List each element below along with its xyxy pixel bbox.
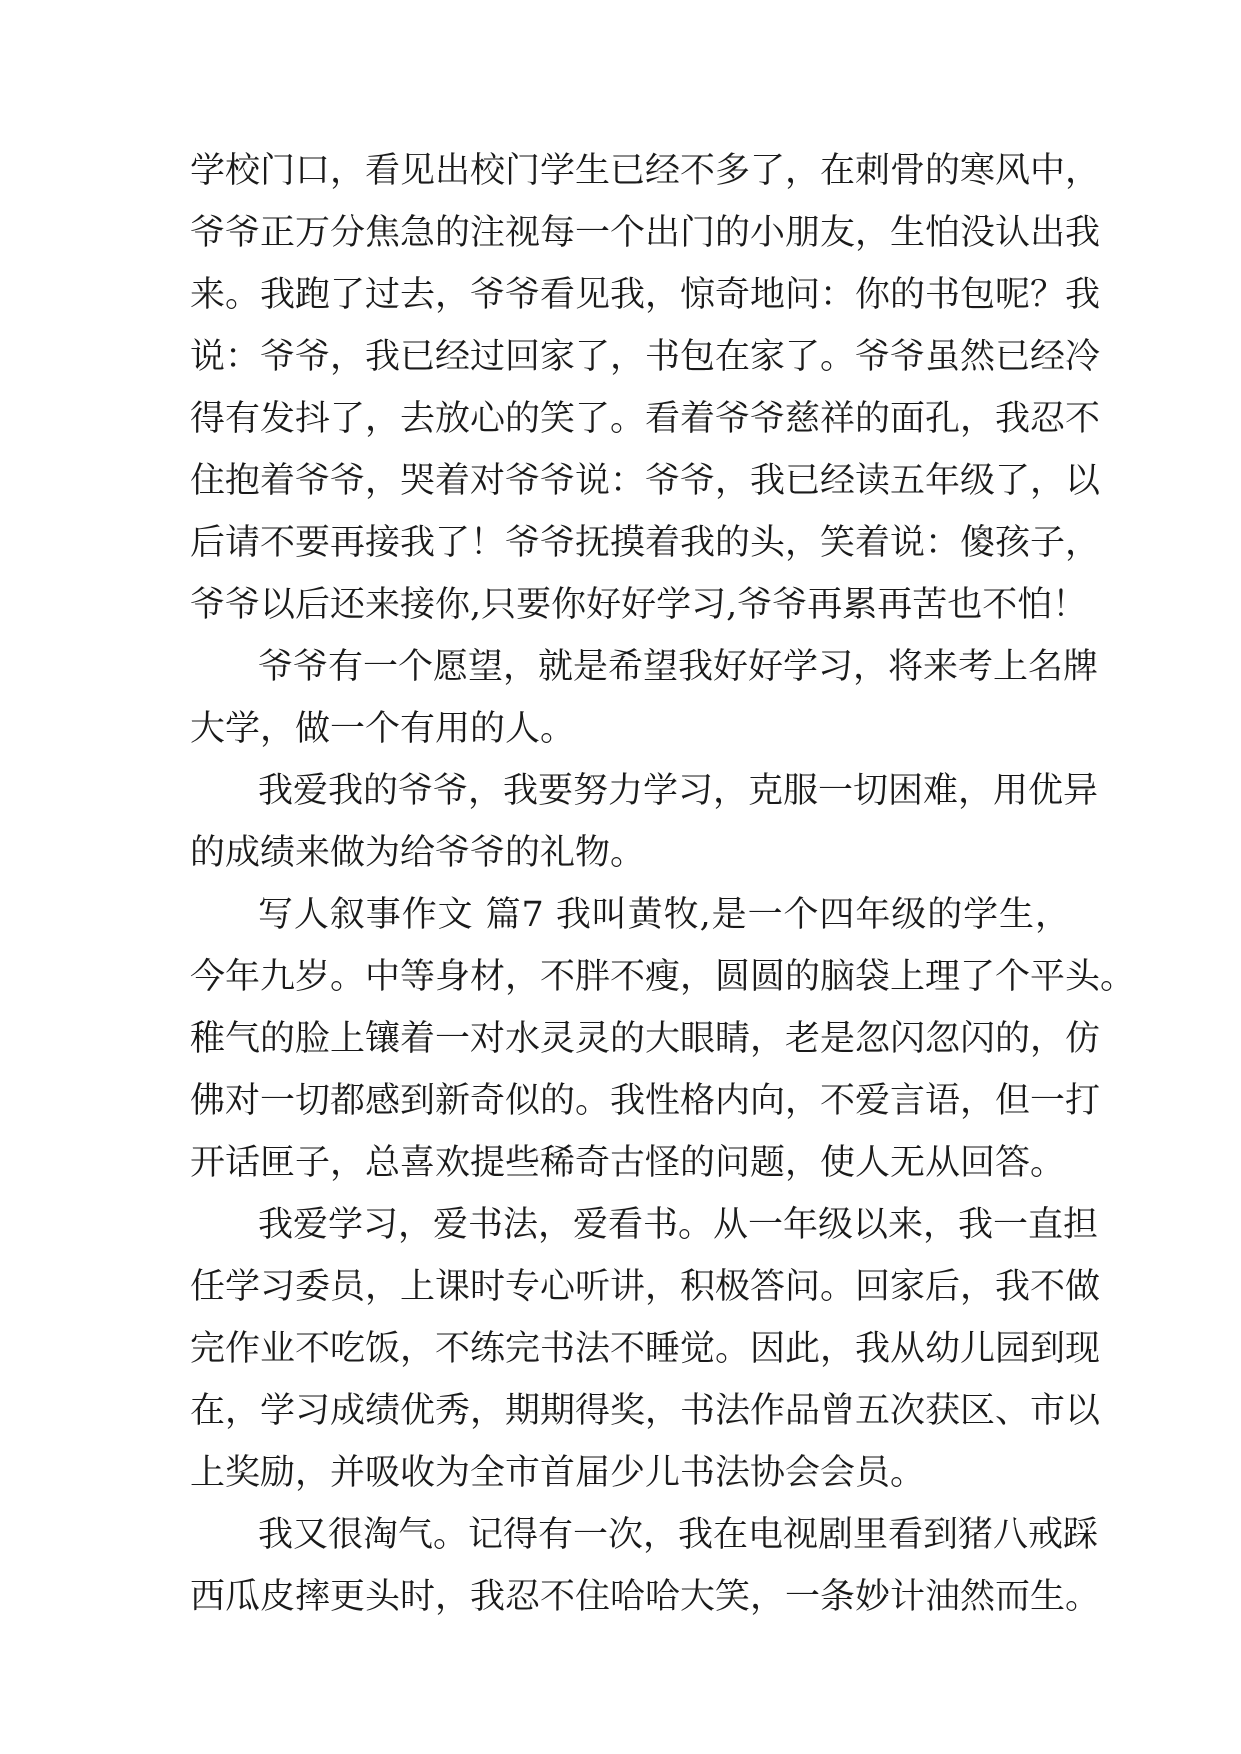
body-text-line: 上奖励，并吸收为全市首届少儿书法协会会员。 <box>190 1453 926 1493</box>
paragraph-first-line: 我爱我的爷爷，我要努力学习，克服一切困难，用优异 <box>258 771 1099 811</box>
body-text-line: 后请不要再接我了！爷爷抚摸着我的头，笑着说：傻孩子， <box>190 523 1101 563</box>
body-text-line: 学校门口，看见出校门学生已经不多了，在刺骨的寒风中， <box>190 151 1101 191</box>
body-text-line: 来。我跑了过去，爷爷看见我，惊奇地问：你的书包呢？我 <box>190 275 1101 315</box>
paragraph-first-line: 我又很淘气。记得有一次，我在电视剧里看到猪八戒踩 <box>258 1515 1099 1555</box>
body-text-line: 稚气的脸上镶着一对水灵灵的大眼睛，老是忽闪忽闪的，仿 <box>190 1019 1101 1059</box>
body-text-line: 爷爷正万分焦急的注视每一个出门的小朋友，生怕没认出我 <box>190 213 1101 253</box>
body-text-line: 大学，做一个有用的人。 <box>190 709 576 749</box>
section-heading-line: 写人叙事作文 篇7 我叫黄牧,是一个四年级的学生， <box>258 895 1070 935</box>
body-text-line: 住抱着爷爷，哭着对爷爷说：爷爷，我已经读五年级了，以 <box>190 461 1101 501</box>
body-text-line: 在，学习成绩优秀，期期得奖，书法作品曾五次获区、市以 <box>190 1391 1101 1431</box>
body-text-line: 佛对一切都感到新奇似的。我性格内向，不爱言语，但一打 <box>190 1081 1101 1121</box>
body-text-line: 得有发抖了，去放心的笑了。看着爷爷慈祥的面孔，我忍不 <box>190 399 1101 439</box>
body-text-line: 开话匣子，总喜欢提些稀奇古怪的问题，使人无从回答。 <box>190 1143 1066 1183</box>
body-text-line: 西瓜皮摔更头时，我忍不住哈哈大笑，一条妙计油然而生。 <box>190 1577 1101 1617</box>
body-text-line: 爷爷以后还来接你,只要你好好学习,爷爷再累再苦也不怕！ <box>190 585 1088 625</box>
body-text-line: 说：爷爷，我已经过回家了，书包在家了。爷爷虽然已经冷 <box>190 337 1101 377</box>
body-text-line: 完作业不吃饭，不练完书法不睡觉。因此，我从幼儿园到现 <box>190 1329 1101 1369</box>
paragraph-first-line: 我爱学习，爱书法，爱看书。从一年级以来，我一直担 <box>258 1205 1099 1245</box>
body-text-line: 任学习委员，上课时专心听讲，积极答问。回家后，我不做 <box>190 1267 1101 1307</box>
body-text-line: 的成绩来做为给爷爷的礼物。 <box>190 833 646 873</box>
paragraph-first-line: 爷爷有一个愿望，就是希望我好好学习，将来考上名牌 <box>258 647 1099 687</box>
body-text-line: 今年九岁。中等身材，不胖不瘦，圆圆的脑袋上理了个平头。 <box>190 957 1136 997</box>
